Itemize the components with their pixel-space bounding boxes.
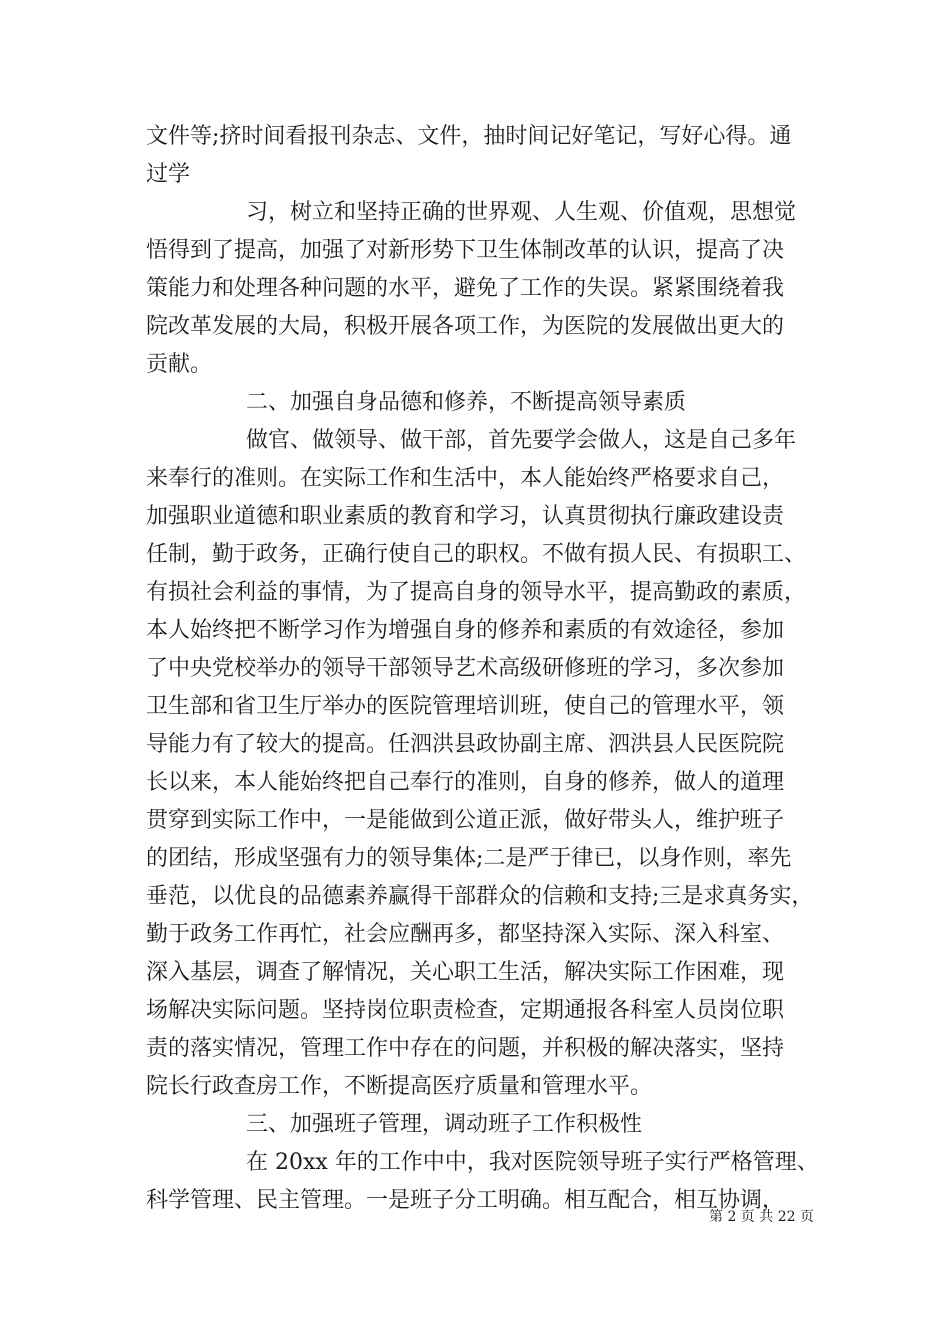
text-line-3: 习，树立和坚持正确的世界观、人生观、价值观，思想觉	[246, 200, 797, 225]
text-line-1: 文件等;挤时间看报刊杂志、文件，抽时间记好笔记，写好心得。通	[146, 124, 792, 149]
text-line-9: 做官、做领导、做干部，首先要学会做人，这是自己多年	[246, 428, 797, 453]
text-line-24: 场解决实际问题。坚持岗位职责检查，定期通报各科室人员岗位职	[146, 998, 785, 1023]
text-line-15: 了中央党校举办的领导干部领导艺术高级研修班的学习，多次参加	[146, 656, 785, 681]
text-line-21: 垂范，以优良的品德素养赢得干部群众的信赖和支持;三是求真务实，	[146, 884, 814, 909]
section-heading-2: 二、加强自身品德和修养，不断提高领导素质	[246, 390, 687, 415]
text-line-7: 贡献。	[146, 352, 213, 377]
text-line-20: 的团结，形成坚强有力的领导集体;二是严于律已，以身作则，率先	[146, 846, 792, 871]
page-number: 第 2 页 共 22 页	[709, 1209, 814, 1225]
text-line-10: 来奉行的准则。在实际工作和生活中，本人能始终严格要求自己，	[146, 466, 785, 491]
text-line-6: 院改革发展的大局，积极开展各项工作，为医院的发展做出更大的	[146, 314, 785, 339]
text-line-28: 在 20xx 年的工作中中，我对医院领导班子实行严格管理、	[246, 1150, 819, 1175]
text-line-14: 本人始终把不断学习作为增强自身的修养和素质的有效途径，参加	[146, 618, 785, 643]
text-line-23: 深入基层，调查了解情况，关心职工生活，解决实际工作困难，现	[146, 960, 785, 985]
text-line-26: 院长行政查房工作，不断提高医疗质量和管理水平。	[146, 1074, 653, 1099]
text-line-29: 科学管理、民主管理。一是班子分工明确。相互配合，相互协调，	[146, 1188, 785, 1213]
text-line-4: 悟得到了提高，加强了对新形势下卫生体制改革的认识，提高了决	[146, 238, 785, 263]
text-line-2: 过学	[146, 162, 191, 187]
text-line-25: 责的落实情况，管理工作中存在的问题，并积极的解决落实，坚持	[146, 1036, 785, 1061]
text-line-18: 长以来，本人能始终把自己奉行的准则，自身的修养，做人的道理	[146, 770, 785, 795]
text-line-16: 卫生部和省卫生厅举办的医院管理培训班，使自己的管理水平，领	[146, 694, 785, 719]
text-line-13: 有损社会利益的事情，为了提高自身的领导水平，提高勤政的素质，	[146, 580, 807, 605]
text-line-5: 策能力和处理各种问题的水平，避免了工作的失误。紧紧围绕着我	[146, 276, 785, 301]
section-heading-3: 三、加强班子管理，调动班子工作积极性	[246, 1112, 643, 1137]
text-line-17: 导能力有了较大的提高。任泗洪县政协副主席、泗洪县人民医院院	[146, 732, 785, 757]
text-line-11: 加强职业道德和职业素质的教育和学习，认真贯彻执行廉政建设责	[146, 504, 785, 529]
text-line-22: 勤于政务工作再忙，社会应酬再多，都坚持深入实际、深入科室、	[146, 922, 785, 947]
text-line-19: 贯穿到实际工作中，一是能做到公道正派，做好带头人，维护班子	[146, 808, 785, 833]
body-text	[146, 118, 826, 1220]
text-line-12: 任制，勤于政务，正确行使自己的职权。不做有损人民、有损职工、	[146, 542, 807, 567]
